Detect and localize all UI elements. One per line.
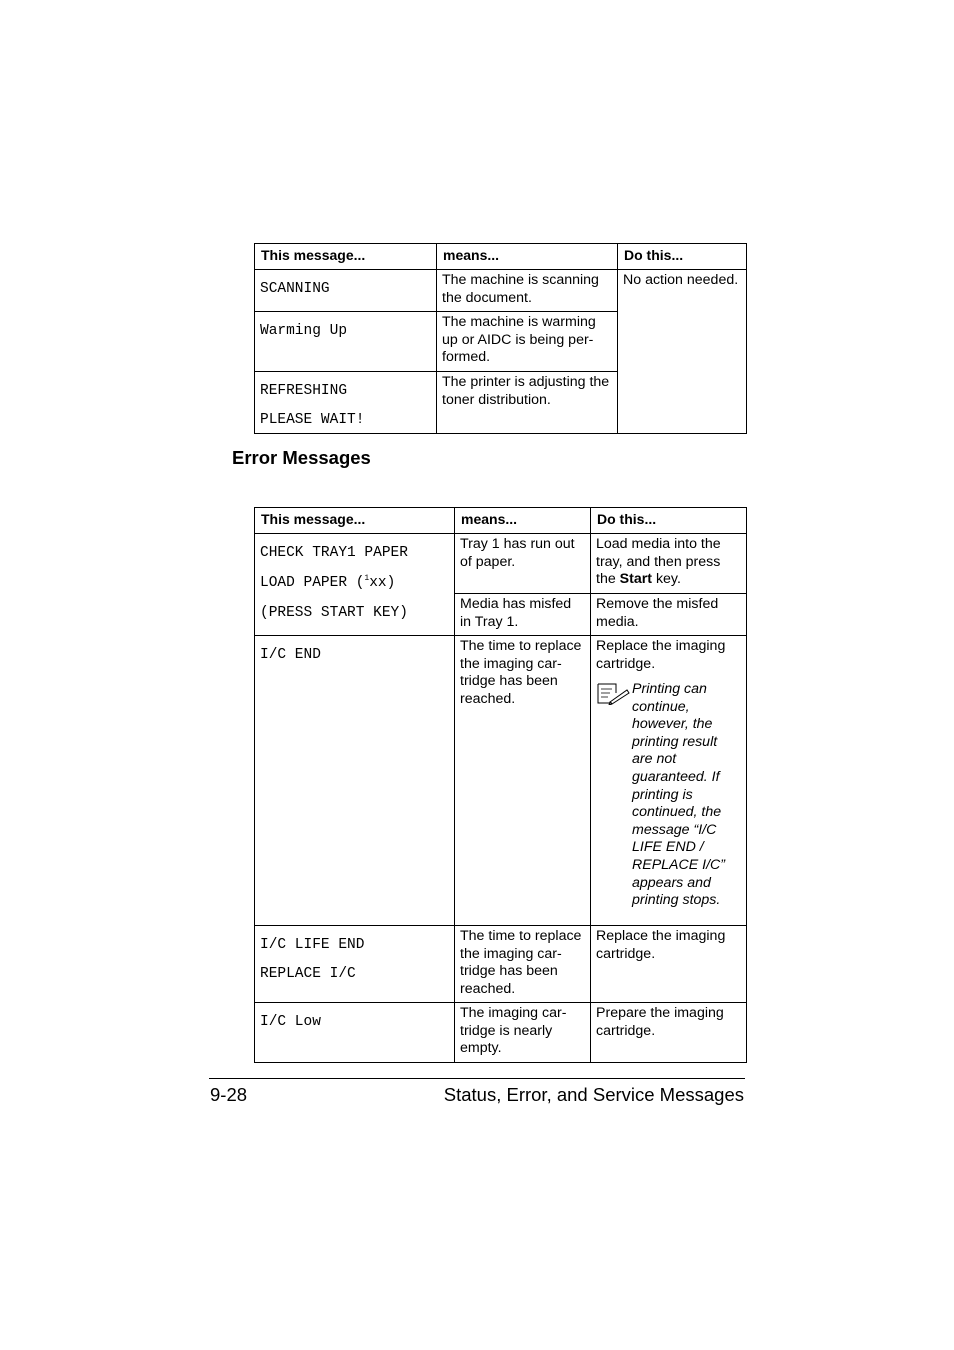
table-row (255, 534, 747, 594)
means-cell: The time to replace the imaging car-tridge has been reached. (455, 926, 591, 1003)
message-cell (255, 926, 455, 1003)
page-number: 9-28 (210, 1084, 248, 1105)
action-text: Replace the imaging cartridge. (596, 638, 726, 672)
message-text: (PRESS START KEY) (260, 605, 408, 621)
note (596, 681, 741, 910)
means-cell: Tray 1 has run out of paper. (455, 534, 591, 594)
start-key-label: Start (619, 571, 652, 587)
error-messages-table (254, 507, 747, 1063)
col-header-means: means... (455, 508, 591, 534)
means-cell: The time to replace the imaging car-tridge has been reached. (455, 636, 591, 926)
message-cell (255, 534, 455, 636)
status-messages-table (254, 243, 747, 434)
message-text: REFRESHING (260, 383, 348, 399)
message-text: I/C LIFE END (260, 937, 365, 953)
col-header-action: Do this... (618, 244, 747, 270)
means-cell: The machine is scanning the document. (437, 270, 618, 312)
table-header-row (255, 508, 747, 534)
footer-chapter-title: Status, Error, and Service Messages (443, 1084, 744, 1105)
table-row (255, 636, 747, 926)
action-cell: Prepare the imaging cartridge. (591, 1003, 747, 1063)
means-cell: The machine is warming up or AIDC is being per-formed. (437, 312, 618, 372)
message-text: Warming Up (260, 323, 348, 339)
means-cell: The printer is adjusting the toner distribution. (437, 372, 618, 434)
table-row (255, 270, 747, 312)
action-cell (591, 636, 747, 926)
message-cell (255, 270, 437, 312)
means-cell: Media has misfed in Tray 1. (455, 594, 591, 636)
means-cell: The imaging car-tridge is nearly empty. (455, 1003, 591, 1063)
action-cell: Remove the misfed media. (591, 594, 747, 636)
note-pencil-icon (596, 681, 632, 910)
action-cell: Load media into the tray, and then press the Start key. (591, 534, 747, 594)
message-cell (255, 312, 437, 372)
message-text: SCANNING (260, 281, 330, 297)
message-text: REPLACE I/C (260, 966, 356, 982)
col-header-message: This message... (255, 508, 455, 534)
footnote-marker: 1 (364, 574, 370, 584)
message-cell (255, 1003, 455, 1063)
message-text: CHECK TRAY1 PAPER (260, 545, 408, 561)
col-header-action: Do this... (591, 508, 747, 534)
action-cell: No action needed. (618, 270, 747, 434)
message-text: PLEASE WAIT! (260, 412, 365, 428)
footer-rule (209, 1078, 745, 1079)
message-cell (255, 372, 437, 434)
table-row (255, 1003, 747, 1063)
message-text: I/C Low (260, 1014, 321, 1030)
action-cell: Replace the imaging cartridge. (591, 926, 747, 1003)
note-text: Printing can continue, however, the printing result are not guaranteed. If printing is continued, the message “I/C LIFE END / REPLACE I/C” appears and printing stops. (632, 681, 726, 909)
message-text: I/C END (260, 647, 321, 663)
table-header-row (255, 244, 747, 270)
col-header-message: This message... (255, 244, 437, 270)
message-text: LOAD PAPER ($^1$xx) (260, 574, 396, 591)
col-header-means: means... (437, 244, 618, 270)
table-row (255, 926, 747, 1003)
section-title: Error Messages (232, 447, 371, 468)
message-cell (255, 636, 455, 926)
